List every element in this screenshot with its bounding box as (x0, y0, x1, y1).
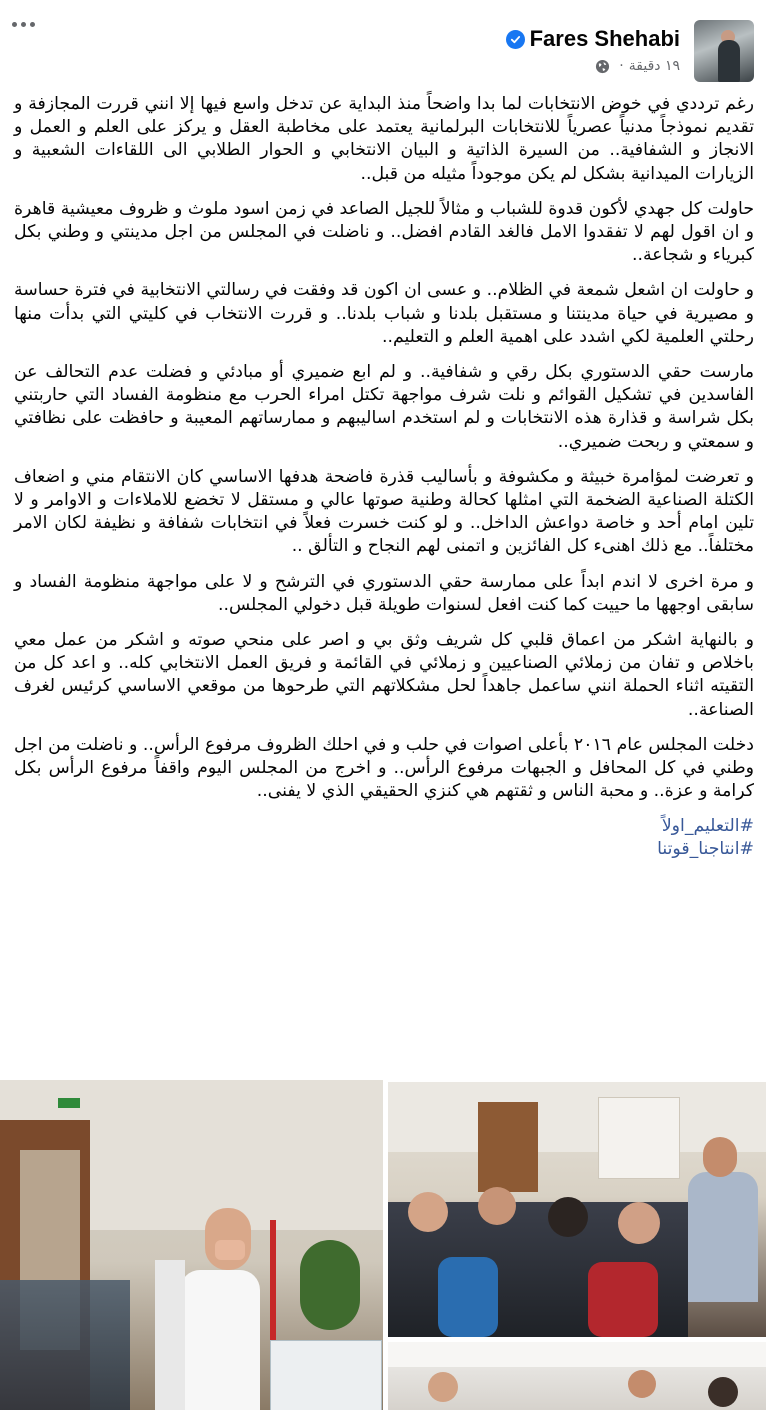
author-name[interactable]: Fares Shehabi (529, 26, 680, 51)
post-paragraph: و حاولت ان اشعل شمعة في الظلام.. و عسى ان اكون قد وفقت في رسالتي الانتخابية في فترة حساسة و مصيرية في حياة مدينتنا و مستقبل بلدنا و شباب بلدنا.. و قررت الانتخاب في كليتي التي بدأت منها رحلتي العلمية لكي اشدد على اهمية العلم و التعليم.. (14, 280, 754, 347)
post-paragraph: و بالنهاية اشكر من اعماق قلبي كل شريف وثق بي و اصر على منحي صوته و اشكر من عمل معي باخلاص و تفان من زملائي الصناعيين و زملائي في القائمة و فريق العمل الانتخابي كله.. و اعد كل من التقيته اثناء الحملة انني ساعمل جاهداً لحل مشكلاتهم التي طرحوها من موقعي الاساسي كرئيس لغرف الصناعة.. (14, 630, 754, 720)
avatar[interactable] (694, 20, 754, 82)
post-paragraph: دخلت المجلس عام ٢٠١٦ بأعلى اصوات في حلب و في احلك الظروف مرفوع الرأس.. و ناضلت من اجل وطني في كل المحافل و الجبهات مرفوع الرأس.. و اخرج من المجلس اليوم واقفاً مرفوع الرأس بكل كرامة و عزة.. و محبة الناس و ثقتهم هي كنزي الحقيقي الذي لا يفنى.. (14, 734, 754, 802)
meta-separator: · (619, 58, 624, 74)
student-dialogue-photo[interactable] (388, 1082, 766, 1337)
hashtag-education-first[interactable]: #التعليم_اولاً (661, 816, 754, 837)
more-options-icon[interactable] (12, 22, 35, 27)
hashtag-our-production[interactable]: #انتاجنا_قوتنا (657, 839, 754, 860)
post-meta (595, 58, 680, 74)
post-paragraph: مارست حقي الدستوري بكل رقي و شفافية.. و لم ابع ضميري أو مبادئي و فضلت عدم التحالف عن الفاسدين في تشكيل القوائم و نلت شرف مواجهة تكتل امراء الحرب مع منظومة الفساد التي حاربتني بكل شراسة و قذارة هذه الانتخابات و لم استخدم اساليبهم و ممارساتهم المعيبة و حافظت على نظافتي و سمعتي و ربحت ضميري.. (14, 362, 754, 452)
post-body (14, 93, 754, 861)
author-row (506, 24, 680, 54)
verified-badge-icon (506, 30, 525, 49)
post-paragraph: رغم ترددي في خوض الانتخابات لما بدا واضحاً منذ البداية عن تدخل واسع فيها إلا انني قررت المجازفة و تقديم نموذجاً مدنياً عصرياً للانتخابات البرلمانية يعتمد على مخاطبة العقل و يركز على العلم و العمل و الانجاز و الشفافية.. من السيرة الذاتية و البيان الانتخابي و الحوار الطلابي الى اللقاءات الشعبية و الزيارات الميدانية بشكل لم يكن موجوداً مثيله من قبل.. (14, 94, 754, 184)
post-paragraph: و تعرضت لمؤامرة خبيثة و مكشوفة و بأساليب قذرة فاضحة هدفها الاساسي كان الانتقام مني و اضعاف الكتلة الصناعية الضخمة التي امثلها كحالة وطنية صوتها عالي و مستقل لا تخضع للاملاءات و الاوامر و لا تلين امام أحد و خاصة دواعش الداخل.. و لو كنت خسرت فعلاً في انتخابات شفافة و نظيفة لكان الامر مختلفاً.. مع ذلك اهنىء كل الفائزين و اتمنى لهم النجاح و التألق .. (14, 466, 754, 557)
post-header (0, 0, 766, 90)
post-paragraph: و مرة اخرى لا اندم ابداً على ممارسة حقي الدستوري في الترشح و لا على مواجهة منظومة الفساد و سابقى اوجهها ما حييت كما كنت افعل لسنوات طويلة قبل دخولي المجلس.. (14, 571, 754, 615)
photo-grid (0, 1080, 766, 1410)
hashtag-list (14, 815, 754, 861)
post-paragraph: حاولت كل جهدي لأكون قدوة للشباب و مثالاً للجيل الصاعد في زمن اسود ملوث و ظروف معيشية قاهرة و ان اقول لهم لا تفقدوا الامل فالغد القادم افضل.. و ناضلت في المجلس من اجل مدينتي و وطني بكل كبرياء و شجاعة.. (14, 198, 754, 266)
globe-icon[interactable] (595, 59, 610, 74)
post-timestamp[interactable]: ١٩ دقيقة (628, 58, 680, 74)
meeting-photo[interactable] (388, 1342, 766, 1410)
voting-photo[interactable] (0, 1080, 383, 1410)
